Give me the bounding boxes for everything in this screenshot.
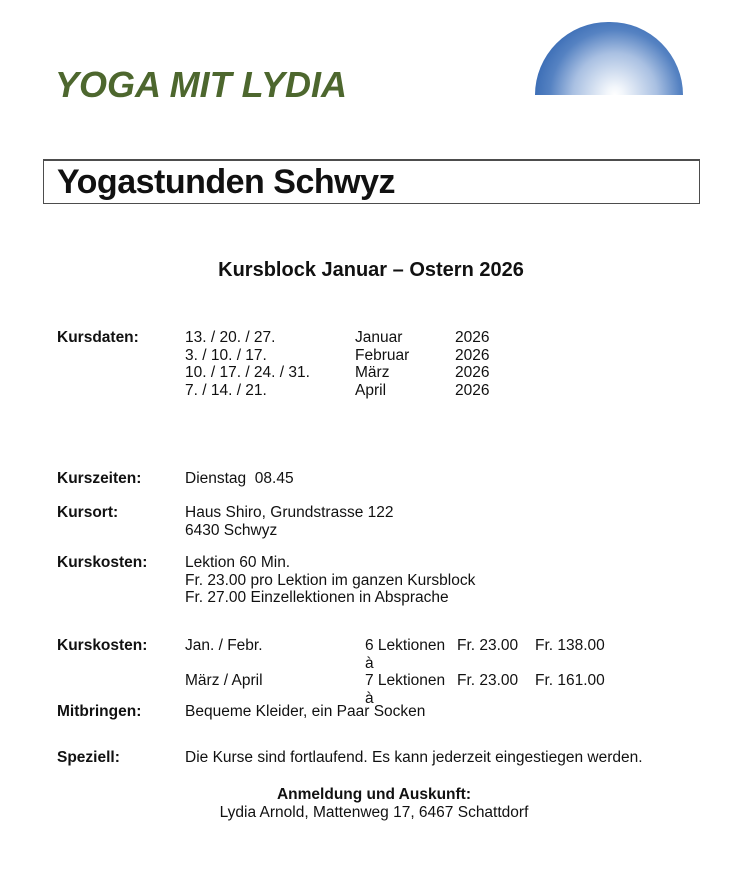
- kurskosten-line: Fr. 23.00 pro Lektion im ganzen Kursblock: [185, 571, 476, 589]
- dates-cell: 3. / 10. / 17.: [185, 346, 267, 364]
- section-label: Kursort:: [57, 504, 119, 521]
- section-label: Mitbringen:: [57, 703, 142, 720]
- year-cell: 2026: [455, 329, 490, 346]
- table-row: [185, 347, 712, 365]
- section-mitbringen: [57, 703, 712, 721]
- month-cell: Februar: [355, 346, 410, 364]
- course-block-heading: Kursblock Januar – Ostern 2026: [218, 259, 524, 281]
- kursort-line: 6430 Schwyz: [185, 521, 278, 539]
- kurskosten-rows: [185, 637, 712, 707]
- total-cell: Fr. 138.00: [535, 637, 605, 654]
- table-row: [185, 672, 712, 707]
- dome-logo-icon: [535, 22, 683, 95]
- section-kurszeiten: [57, 470, 712, 488]
- footer-contact: [0, 786, 734, 822]
- kurskosten-line: Lektion 60 Min.: [185, 554, 291, 571]
- kurszeiten-value: Dienstag 08.45: [185, 470, 294, 487]
- period-cell: März / April: [185, 672, 263, 689]
- footer-title: Anmeldung und Auskunft:: [276, 786, 471, 803]
- price-cell: Fr. 23.00: [457, 637, 519, 654]
- table-row: [185, 382, 712, 400]
- kurskosten-line: Fr. 27.00 Einzellektionen in Absprache: [185, 589, 449, 606]
- section-label: Kurskosten:: [57, 637, 148, 654]
- title-box: [43, 159, 700, 204]
- section-label: Kursdaten:: [57, 329, 139, 346]
- lessons-cell: 6 Lektionen à: [365, 637, 450, 672]
- section-label: Kurskosten:: [57, 554, 148, 571]
- kursort-lines: [185, 504, 712, 539]
- footer-address: Lydia Arnold, Mattenweg 17, 6467 Schattdorf: [219, 804, 529, 821]
- section-label: Kurszeiten:: [57, 470, 142, 487]
- speziell-value: Die Kurse sind fortlaufend. Es kann jederzeit eingestiegen werden.: [185, 749, 643, 766]
- table-row: [185, 364, 712, 382]
- year-cell: 2026: [455, 346, 490, 364]
- month-cell: März: [355, 364, 390, 381]
- year-cell: 2026: [455, 364, 490, 381]
- period-cell: Jan. / Febr.: [185, 637, 263, 654]
- kursort-line: Haus Shiro, Grundstrasse 122: [185, 504, 394, 521]
- dates-cell: 13. / 20. / 27.: [185, 329, 276, 346]
- lessons-cell: 7 Lektionen à: [365, 672, 450, 707]
- section-label: Speziell:: [57, 749, 120, 766]
- year-cell: 2026: [455, 381, 490, 399]
- section-kursort: [57, 504, 712, 539]
- page-title: Yogastunden Schwyz: [57, 162, 395, 201]
- section-kurskosten-table: [57, 637, 712, 707]
- mitbringen-value: Bequeme Kleider, ein Paar Socken: [185, 703, 426, 720]
- month-cell: Januar: [355, 329, 403, 346]
- month-cell: April: [355, 381, 387, 399]
- table-row: [185, 637, 712, 672]
- dates-cell: 10. / 17. / 24. / 31.: [185, 364, 310, 381]
- kurskosten-lines: [185, 554, 712, 607]
- kursdaten-rows: [185, 329, 712, 399]
- logo-text: YOGA MIT LYDIA: [55, 64, 347, 105]
- total-cell: Fr. 161.00: [535, 672, 605, 689]
- table-row: [185, 329, 712, 347]
- section-speziell: [57, 749, 712, 767]
- price-cell: Fr. 23.00: [457, 672, 519, 689]
- dates-cell: 7. / 14. / 21.: [185, 381, 267, 399]
- section-kurskosten-details: [57, 554, 712, 607]
- section-kursdaten: [57, 329, 712, 399]
